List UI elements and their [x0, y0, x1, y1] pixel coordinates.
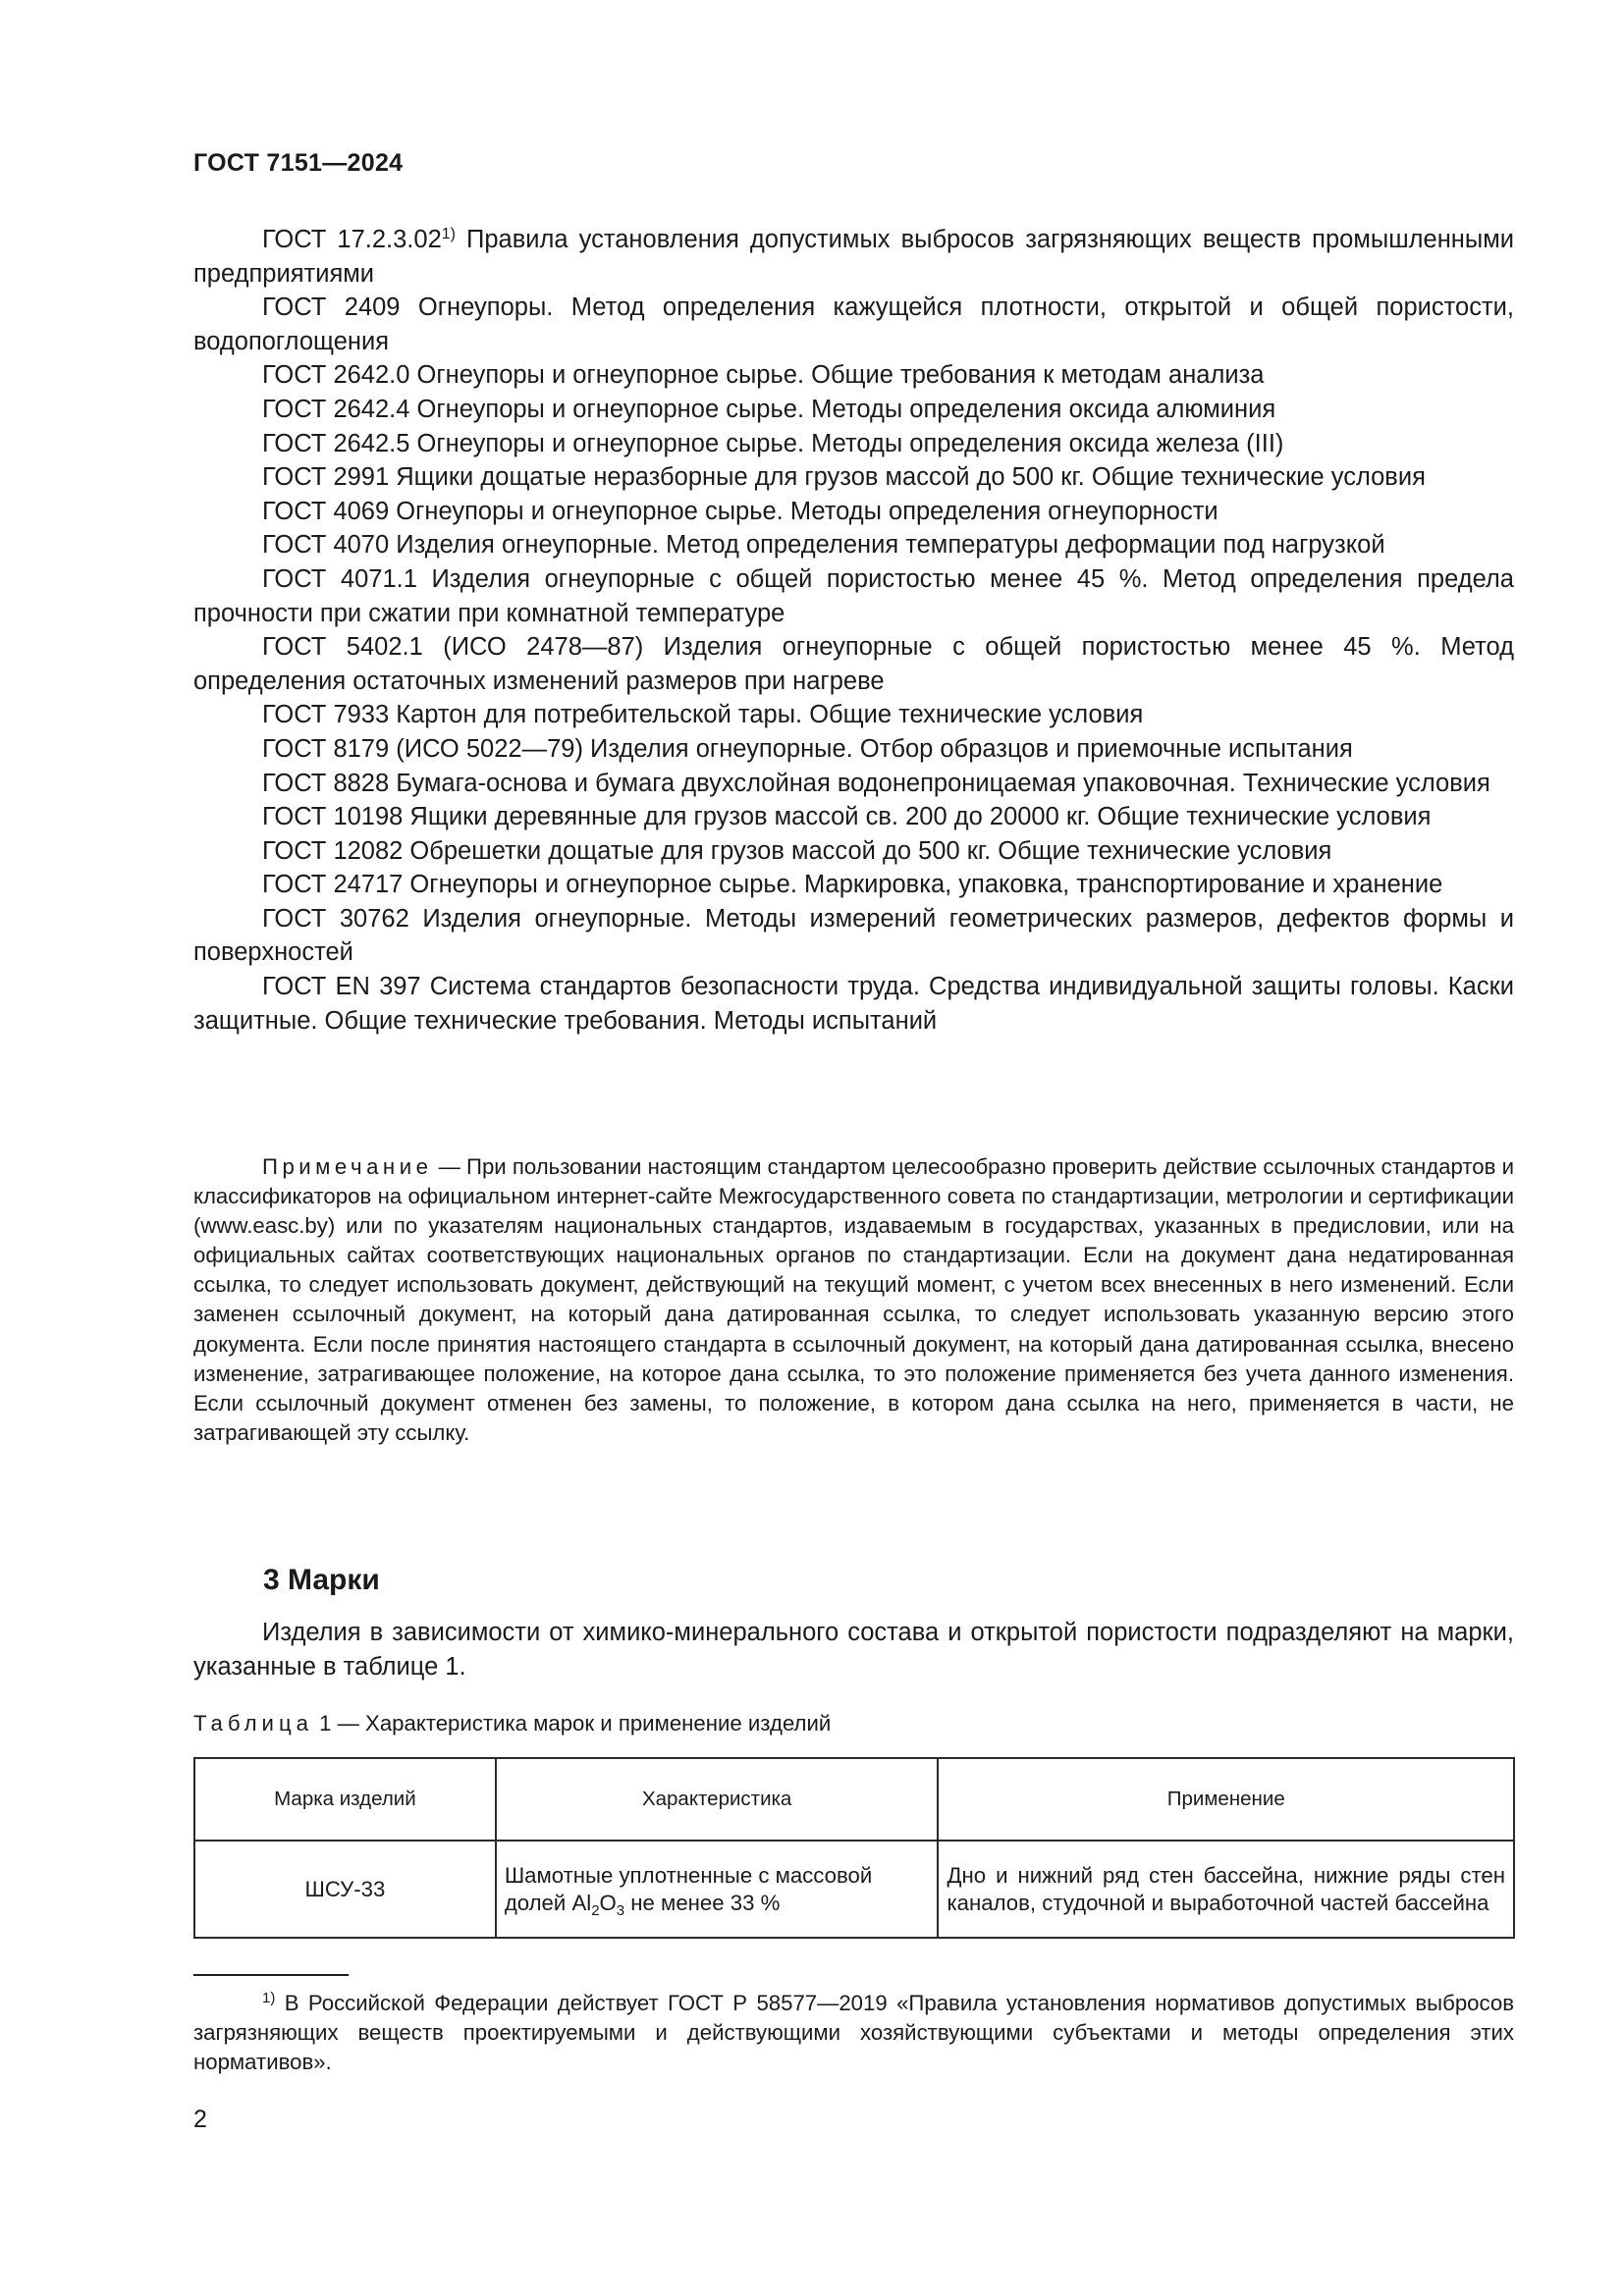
footnote-text: В Российской Федерации действует ГОСТ Р 58577—2019 «Правила установления нормативов допустимых выбросов загрязняющих веществ проектируемыми и действующими хозяйствующими субъектами и методы определения этих нормативов». — [193, 1991, 1514, 2075]
reference-item: ГОСТ 10198 Ящики деревянные для грузов массой св. 200 до 20000 кг. Общие технические условия — [262, 803, 1432, 831]
reference-item: ГОСТ 24717 Огнеупоры и огнеупорное сырье. Маркировка, упаковка, транспортирование и хранение — [262, 871, 1443, 899]
reference-item: ГОСТ EN 397 Система стандартов безопасности труда. Средства индивидуальной защиты головы. Каски защитные. Общие технические требования. Методы испытаний — [193, 973, 1514, 1035]
normative-references-list — [193, 223, 1514, 1038]
reference-item: ГОСТ 2642.0 Огнеупоры и огнеупорное сырье. Общие требования к методам анализа — [262, 361, 1265, 390]
note-text: — При пользовании настоящим стандартом целесообразно проверить действие ссылочных стандартов и классификаторов на официальном интернет-сайте Межгосударственного совета по стандартизации, метрологии и сертификации (www.easc.by) или по указателям национальных стандартов, издаваемым в государствах, указанных в предисловии, или на официальных сайтах соответствующих национальных органов по стандартизации. Если на документ дана недатированная ссылка, то следует использовать документ, действующий на текущий момент, с учетом всех внесенных в него изменений. Если заменен ссылочный документ, на который дана датированная ссылка, то следует использовать указанную версию этого документа. Если после принятия настоящего стандарта в ссылочный документ, на который дана датированная ссылка, внесено изменение, затрагивающее положение, на которое дана ссылка, то это положение применяется без учета данного изменения. Если ссылочный документ отменен без замены, то положение, в котором дана ссылка на него, применяется в части, не затрагивающей эту ссылку. — [193, 1154, 1514, 1445]
document-header: ГОСТ 7151—2024 — [193, 149, 404, 177]
section-heading: 3 Марки — [263, 1564, 380, 1596]
references-note — [193, 1152, 1514, 1448]
table-cell-mark: ШСУ-33 — [194, 1841, 496, 1938]
characteristic-text: O — [599, 1890, 617, 1915]
reference-item: ГОСТ 30762 Изделия огнеупорные. Методы измерений геометрических размеров, дефектов формы и поверхностей — [193, 904, 1514, 967]
section-paragraph: Изделия в зависимости от химико-минерального состава и открытой пористости подразделяют на марки, указанные в таблице 1. — [193, 1619, 1514, 1681]
footnote-mark: 1) — [262, 1990, 276, 2006]
table-header-row — [194, 1758, 1514, 1841]
footnote-marker[interactable]: 1) — [441, 226, 456, 242]
reference-item: ГОСТ 5402.1 (ИСО 2478—87) Изделия огнеупорные с общей пористостью менее 45 %. Метод определения остаточных изменений размеров при нагреве — [193, 633, 1514, 695]
table-cell-characteristic — [496, 1841, 939, 1938]
reference-item: ГОСТ 12082 Обрешетки дощатые для грузов массой до 500 кг. Общие технические условия — [262, 836, 1332, 865]
table-header-cell: Применение — [938, 1758, 1514, 1841]
reference-item: ГОСТ 2642.4 Огнеупоры и огнеупорное сырье. Методы определения оксида алюминия — [262, 395, 1276, 423]
table-caption-label: Таблица — [193, 1711, 313, 1735]
reference-item: ГОСТ 2409 Огнеупоры. Метод определения кажущейся плотности, открытой и общей пористости, водопоглощения — [193, 294, 1514, 355]
reference-item: ГОСТ 2642.5 Огнеупоры и огнеупорное сырье. Методы определения оксида железа (III) — [262, 429, 1284, 457]
reference-item: ГОСТ 4071.1 Изделия огнеупорные с общей пористостью менее 45 %. Метод определения предела прочности при сжатии при комнатной температуре — [193, 564, 1514, 627]
subscript: 2 — [591, 1901, 600, 1919]
subscript: 3 — [616, 1901, 625, 1919]
table-row — [194, 1841, 1514, 1938]
table-cell-application: Дно и нижний ряд стен бассейна, нижние ряды стен каналов, студочной и выработочной частей бассейна — [938, 1841, 1514, 1938]
footnote-separator — [193, 1974, 349, 1976]
table-header-cell: Характеристика — [496, 1758, 939, 1841]
reference-code: ГОСТ 17.2.3.02 — [262, 226, 442, 253]
table-caption — [193, 1711, 831, 1736]
characteristic-text: не менее 33 % — [624, 1890, 781, 1915]
reference-title: Правила установления допустимых выбросов загрязняющих веществ промышленными предприятиями — [193, 226, 1514, 288]
grades-table — [193, 1757, 1515, 1939]
reference-item: ГОСТ 7933 Картон для потребительской тары. Общие технические условия — [262, 701, 1144, 729]
note-label: Примечание — [262, 1154, 433, 1179]
characteristic-text: Шамотные уплотненные с массовой долей Al — [504, 1862, 873, 1915]
page-number: 2 — [193, 2106, 207, 2133]
reference-item: ГОСТ 8828 Бумага-основа и бумага двухслойная водонепроницаемая упаковочная. Технические условия — [262, 769, 1490, 797]
table-caption-text: 1 — Характеристика марок и применение изделий — [313, 1711, 832, 1735]
table-header-cell: Марка изделий — [194, 1758, 496, 1841]
reference-item: ГОСТ 8179 (ИСО 5022—79) Изделия огнеупорные. Отбор образцов и приемочные испытания — [262, 734, 1353, 763]
reference-item: ГОСТ 2991 Ящики дощатые неразборные для грузов массой до 500 кг. Общие технические условия — [262, 463, 1426, 492]
reference-item — [193, 223, 1514, 291]
reference-item: ГОСТ 4069 Огнеупоры и огнеупорное сырье. Методы определения огнеупорности — [262, 497, 1218, 525]
footnote — [193, 1989, 1514, 2077]
reference-item: ГОСТ 4070 Изделия огнеупорные. Метод определения температуры деформации под нагрузкой — [262, 531, 1385, 560]
